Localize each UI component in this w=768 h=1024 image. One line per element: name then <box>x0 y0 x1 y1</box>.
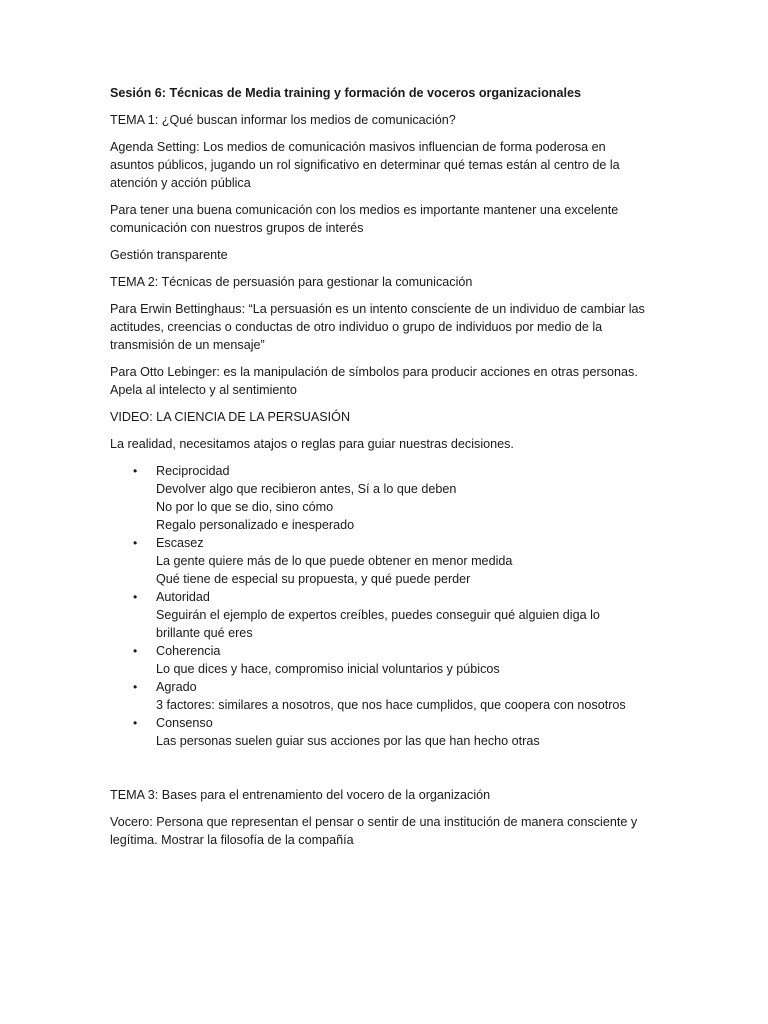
list-item-title: Coherencia <box>156 644 221 658</box>
paragraph-line: Agenda Setting: Los medios de comunicación masivos influencian de forma poderosa en <box>110 140 606 154</box>
list-item-line: Las personas suelen guiar sus acciones por las que han hecho otras <box>156 734 540 748</box>
bullet-icon: • <box>133 464 138 478</box>
tema2-heading: TEMA 2: Técnicas de persuasión para gestionar la comunicación <box>110 275 473 289</box>
list-item-title: Consenso <box>156 716 213 730</box>
paragraph-line: actitudes, creencias o conductas de otro individuo o grupo de individuos por medio de la <box>110 320 603 334</box>
paragraph-line: asuntos públicos, jugando un rol significativo en determinar qué temas están al centro de la <box>110 158 620 172</box>
buena-comunicacion-paragraph <box>110 201 662 237</box>
list-item <box>110 642 662 678</box>
list-item-line: Regalo personalizado e inesperado <box>156 518 355 532</box>
paragraph-line: Para Otto Lebinger: es la manipulación de símbolos para producir acciones en otras personas. <box>110 365 638 379</box>
vocero-paragraph <box>110 813 662 849</box>
tema1-heading: TEMA 1: ¿Qué buscan informar los medios de comunicación? <box>110 113 456 127</box>
list-item-line: Qué tiene de especial su propuesta, y qué puede perder <box>156 572 471 586</box>
list-item <box>110 714 662 750</box>
list-item <box>110 588 662 642</box>
gestion-transparente: Gestión transparente <box>110 248 228 262</box>
bullet-icon: • <box>133 536 138 550</box>
session-title: Sesión 6: Técnicas de Media training y formación de voceros organizacionales <box>110 86 582 100</box>
paragraph-line: atención y acción pública <box>110 176 251 190</box>
list-item-line: Seguirán el ejemplo de expertos creíbles, puedes conseguir qué alguien diga lo <box>156 608 600 622</box>
list-item-title: Autoridad <box>156 590 210 604</box>
list-item-title: Agrado <box>156 680 197 694</box>
bullet-icon: • <box>133 590 138 604</box>
paragraph-line: Vocero: Persona que representan el pensar o sentir de una institución de manera consciente y <box>110 815 638 829</box>
tema3-heading: TEMA 3: Bases para el entrenamiento del vocero de la organización <box>110 788 491 802</box>
list-item <box>110 678 662 714</box>
paragraph-line: Apela al intelecto y al sentimiento <box>110 383 297 397</box>
list-item-line: No por lo que se dio, sino cómo <box>156 500 334 514</box>
persuasion-principles-list <box>110 462 662 750</box>
blank-space <box>110 750 662 786</box>
list-item-line: Lo que dices y hace, compromiso inicial voluntarios y púbicos <box>156 662 500 676</box>
list-item-line: brillante qué eres <box>156 626 253 640</box>
list-item-title: Reciprocidad <box>156 464 230 478</box>
paragraph-line: transmisión de un mensaje” <box>110 338 265 352</box>
agenda-setting-paragraph <box>110 138 662 192</box>
document-page <box>110 84 662 858</box>
paragraph-line: Para Erwin Bettinghaus: “La persuasión es un intento consciente de un individuo de cambiar las <box>110 302 645 316</box>
realidad-paragraph: La realidad, necesitamos atajos o reglas para guiar nuestras decisiones. <box>110 437 514 451</box>
bullet-icon: • <box>133 716 138 730</box>
bullet-icon: • <box>133 644 138 658</box>
video-heading: VIDEO: LA CIENCIA DE LA PERSUASIÓN <box>110 410 351 424</box>
paragraph-line: comunicación con nuestros grupos de interés <box>110 221 364 235</box>
bullet-icon: • <box>133 680 138 694</box>
lebinger-paragraph <box>110 363 662 399</box>
paragraph-line: legítima. Mostrar la filosofía de la compañía <box>110 833 354 847</box>
paragraph-line: Para tener una buena comunicación con los medios es importante mantener una excelente <box>110 203 619 217</box>
list-item-line: Devolver algo que recibieron antes, Sí a lo que deben <box>156 482 457 496</box>
bettinghaus-paragraph <box>110 300 662 354</box>
list-item <box>110 534 662 588</box>
list-item-line: La gente quiere más de lo que puede obtener en menor medida <box>156 554 513 568</box>
list-item <box>110 462 662 534</box>
list-item-line: 3 factores: similares a nosotros, que nos hace cumplidos, que coopera con nosotros <box>156 698 626 712</box>
list-item-title: Escasez <box>156 536 204 550</box>
